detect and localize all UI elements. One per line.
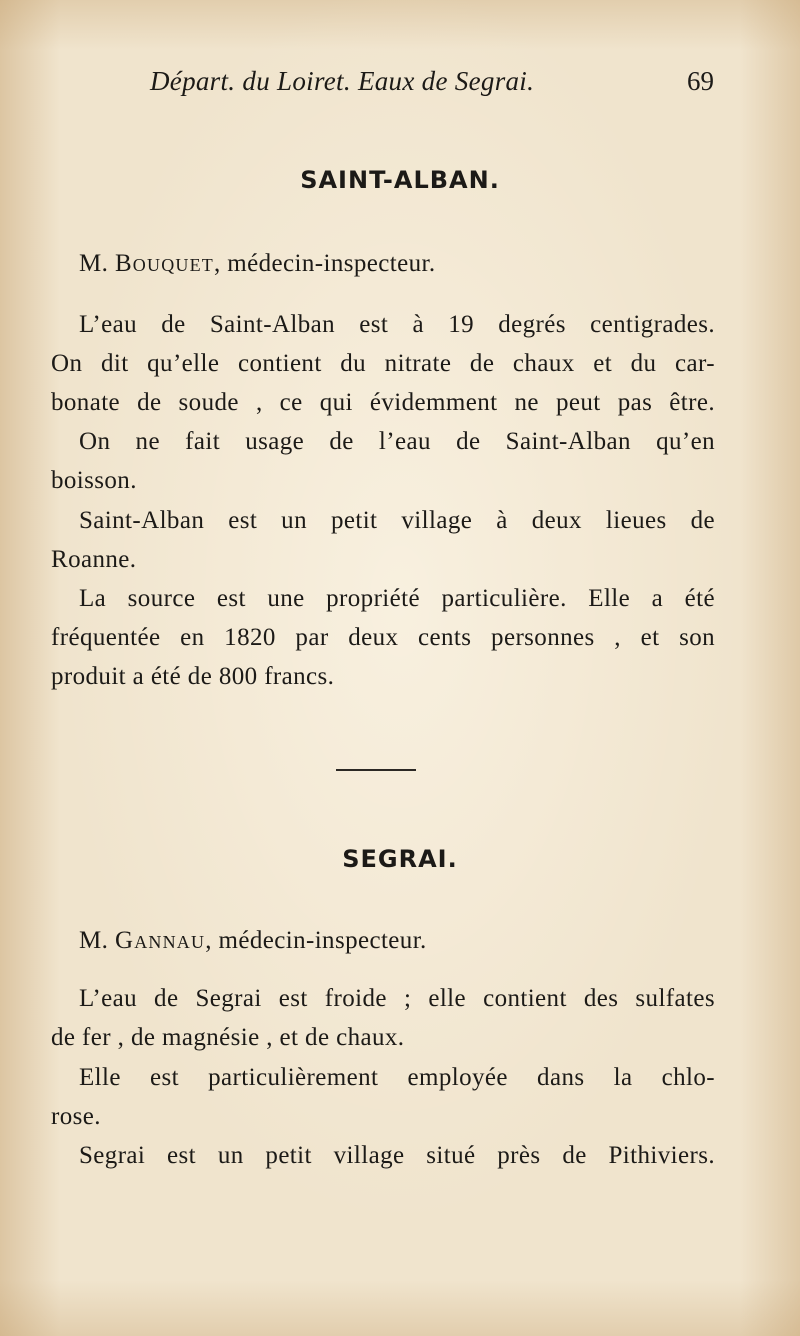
page-number: 69 — [687, 66, 714, 96]
running-title: Départ. du Loiret. Eaux de Segrai. — [150, 66, 535, 96]
section-heading-segrai: SEGRAI. — [342, 845, 458, 873]
paragraph-line: boisson. — [51, 467, 137, 494]
inspector-name: Gannau — [114, 927, 206, 954]
paragraph-line: bonate de soude , ce qui évidemment ne peut pas être. — [51, 389, 715, 416]
inspector-role: , médecin-inspecteur. — [214, 250, 436, 277]
paragraph-line: On dit qu’elle contient du nitrate de chaux et du car- — [51, 350, 715, 377]
paragraph-line: produit a été de 800 francs. — [51, 663, 335, 690]
paragraph-line: fréquentée en 1820 par deux cents personnes , et son — [51, 624, 715, 651]
section-heading-saint-alban: SAINT-ALBAN. — [300, 166, 500, 194]
paragraph-line: L’eau de Saint-Alban est à 19 degrés centigrades. — [79, 311, 715, 338]
paragraph-line: de fer , de magnésie , et de chaux. — [51, 1024, 405, 1051]
paragraph-line: Saint-Alban est un petit village à deux lieues de — [79, 507, 715, 534]
section-divider — [336, 769, 416, 771]
inspector-role: , médecin-inspecteur. — [205, 927, 427, 954]
paragraph-line: Segrai est un petit village situé près de Pithiviers. — [79, 1142, 715, 1169]
inspector-name: Bouquet — [114, 250, 214, 277]
paragraph-line: La source est une propriété particulière. Elle a été — [79, 585, 715, 612]
inspector-line-segrai: M. Gannau, médecin-inspecteur. — [79, 927, 427, 954]
running-header — [150, 66, 720, 106]
paragraph-line: L’eau de Segrai est froide ; elle contient des sulfates — [79, 985, 715, 1012]
paragraph-line: On ne fait usage de l’eau de Saint-Alban qu’en — [79, 428, 715, 455]
paragraph-line: rose. — [51, 1103, 101, 1130]
paragraph-line: Roanne. — [51, 546, 137, 573]
paragraph-line: Elle est particulièrement employée dans la chlo- — [79, 1064, 715, 1091]
inspector-line-saint-alban: M. Bouquet, médecin-inspecteur. — [79, 250, 436, 277]
